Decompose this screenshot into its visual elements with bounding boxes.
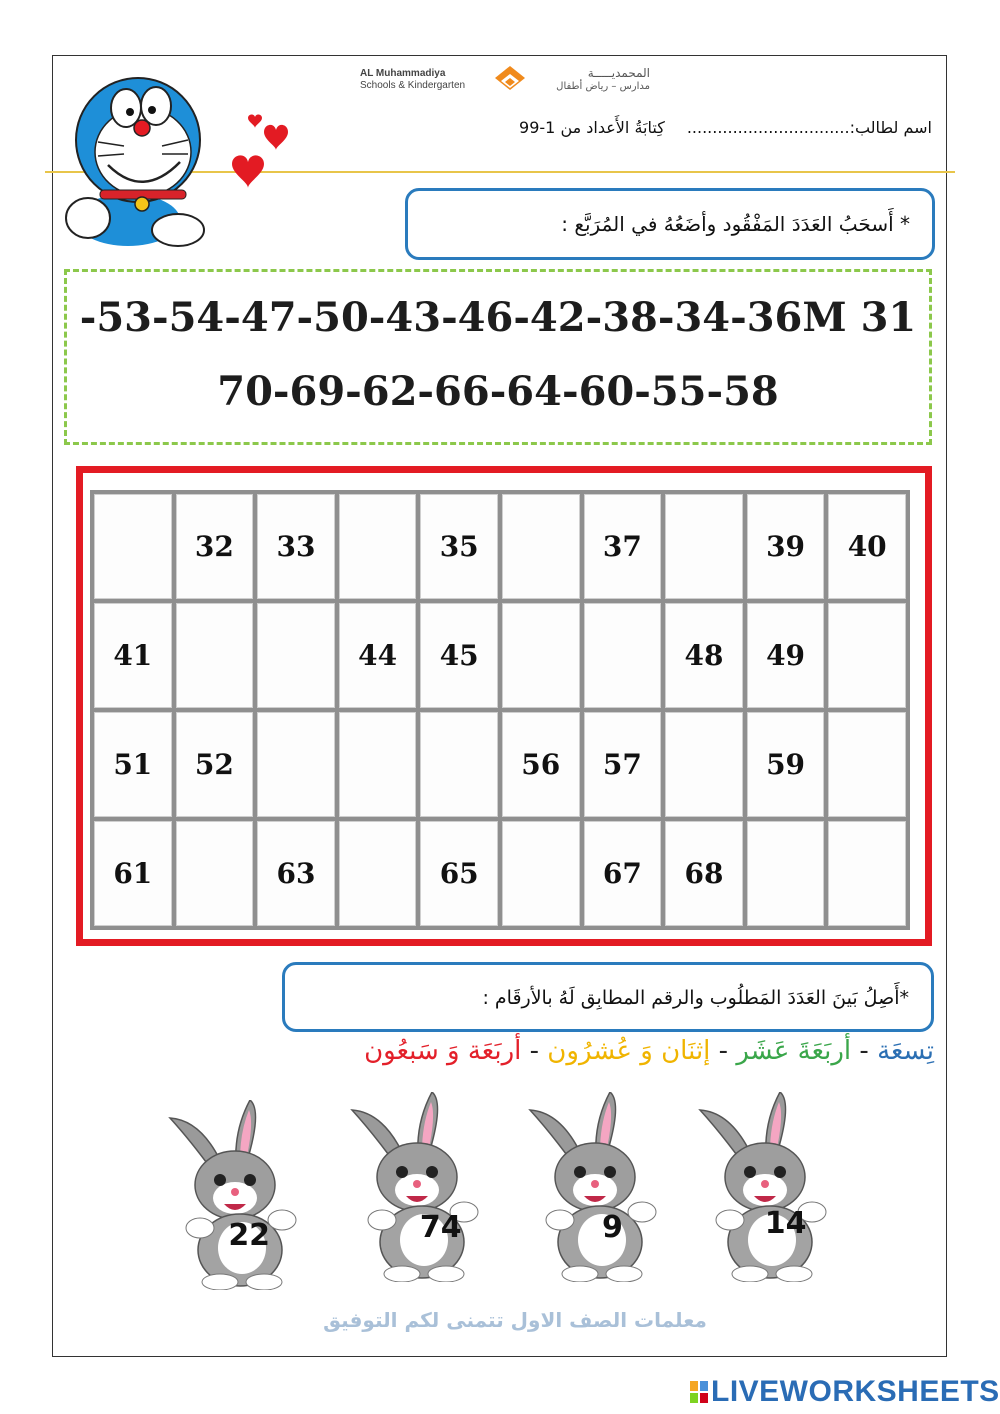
grid-cell: 48 <box>663 601 745 710</box>
bunny-icon <box>332 1092 492 1282</box>
grid-cell[interactable] <box>663 710 745 819</box>
instruction-match-text: *أَصِلُ بَينَ العَدَدَ المَطلُوب والرقم المطابِق لَهُ بالأرقَام : <box>482 987 909 1009</box>
grid-cell: 33 <box>255 492 337 601</box>
draggable-numbers-line-1[interactable]: -53-54-47-50-43-46-42-38-34-36M 31 <box>79 294 917 341</box>
student-name-label: اسم لطالب: <box>849 118 932 137</box>
hearts-decoration <box>228 112 292 196</box>
grid-cell: 37 <box>582 492 664 601</box>
bunny-icon <box>680 1092 840 1282</box>
number-words-row <box>364 1036 934 1066</box>
grid-cell: 51 <box>92 710 174 819</box>
instruction-match-box <box>282 962 934 1032</box>
word-separator: - <box>851 1036 878 1066</box>
grid-cell: 57 <box>582 710 664 819</box>
student-name-field[interactable]: ................................ <box>686 118 850 137</box>
grid-cell: 40 <box>826 492 908 601</box>
grid-cell: 65 <box>418 819 500 928</box>
grid-cell[interactable] <box>500 492 582 601</box>
school-logo-mark <box>493 64 527 98</box>
number-word-74[interactable]: أربَعَة وَ سَبعُون <box>364 1036 522 1066</box>
bunny-icon <box>150 1100 310 1290</box>
grid-cell: 41 <box>92 601 174 710</box>
bunny-number: 22 <box>228 1218 271 1253</box>
bunny-card-22[interactable] <box>150 1100 310 1290</box>
grid-cell[interactable] <box>174 819 256 928</box>
grid-cell[interactable] <box>745 819 827 928</box>
grid-cell[interactable] <box>826 819 908 928</box>
liveworksheets-logo <box>690 1375 1000 1409</box>
grid-cell: 68 <box>663 819 745 928</box>
grid-cell: 35 <box>418 492 500 601</box>
instruction-drag-box <box>405 188 935 260</box>
number-grid <box>90 490 910 930</box>
bunny-number: 74 <box>419 1210 462 1245</box>
grid-cell[interactable] <box>582 601 664 710</box>
word-separator: - <box>521 1036 548 1066</box>
grid-row <box>92 710 908 819</box>
draggable-numbers-line-2[interactable]: 70-69-62-66-64-60-55-58 <box>217 368 779 415</box>
grid-cell: 52 <box>174 710 256 819</box>
school-logo <box>355 62 655 102</box>
grid-cell: 44 <box>337 601 419 710</box>
grid-cell[interactable] <box>418 710 500 819</box>
grid-cell: 63 <box>255 819 337 928</box>
grid-cell[interactable] <box>337 819 419 928</box>
footer-message: معلمات الصف الاول تتمنى لكم التوفيق <box>323 1308 707 1332</box>
school-name-arabic: المحمديـــــة مدارس – رياض أطفال <box>556 66 650 92</box>
grid-cell[interactable] <box>337 492 419 601</box>
grid-cell[interactable] <box>337 710 419 819</box>
grid-cell[interactable] <box>500 819 582 928</box>
school-name-english: AL Muhammadiya Schools & Kindergarten <box>360 68 466 91</box>
bunny-card-14[interactable] <box>680 1092 840 1282</box>
grid-cell[interactable] <box>826 710 908 819</box>
number-word-22[interactable]: إثنَان وَ عُشرُون <box>547 1036 711 1066</box>
draggable-numbers-box <box>64 269 932 445</box>
grid-cell: 61 <box>92 819 174 928</box>
liveworksheets-wordmark: LIVEWORKSHEETS <box>711 1375 1000 1408</box>
grid-cell[interactable] <box>92 492 174 601</box>
bunny-icon <box>510 1092 670 1282</box>
bunny-card-9[interactable] <box>510 1092 670 1282</box>
grid-cell: 49 <box>745 601 827 710</box>
grid-cell: 32 <box>174 492 256 601</box>
grid-cell[interactable] <box>174 601 256 710</box>
grid-cell: 59 <box>745 710 827 819</box>
grid-cell[interactable] <box>826 601 908 710</box>
grid-cell[interactable] <box>255 601 337 710</box>
word-separator: - <box>710 1036 737 1066</box>
grid-cell[interactable] <box>663 492 745 601</box>
number-word-14[interactable]: أربَعَةَ عَشَر <box>736 1036 852 1066</box>
worksheet-title: كِتابَةُ الأَعداد من 1-99 <box>519 118 665 137</box>
grid-cell[interactable] <box>500 601 582 710</box>
bunny-card-74[interactable] <box>332 1092 492 1282</box>
grid-cell: 56 <box>500 710 582 819</box>
grid-cell: 67 <box>582 819 664 928</box>
grid-cell: 45 <box>418 601 500 710</box>
bunny-number: 14 <box>764 1206 807 1241</box>
number-word-9[interactable]: تِسعَة <box>877 1036 934 1066</box>
grid-cell[interactable] <box>255 710 337 819</box>
grid-cell: 39 <box>745 492 827 601</box>
liveworksheets-badge-icon <box>690 1381 708 1403</box>
instruction-drag-text: * أَسحَبُ العَدَدَ المَفْقُود وأضَعُهُ في المُرَبَّع : <box>561 212 910 236</box>
student-name-row <box>519 118 932 137</box>
grid-row <box>92 492 908 601</box>
bunny-number: 9 <box>601 1210 623 1245</box>
grid-row <box>92 819 908 928</box>
doraemon-illustration <box>58 70 218 250</box>
grid-row <box>92 601 908 710</box>
